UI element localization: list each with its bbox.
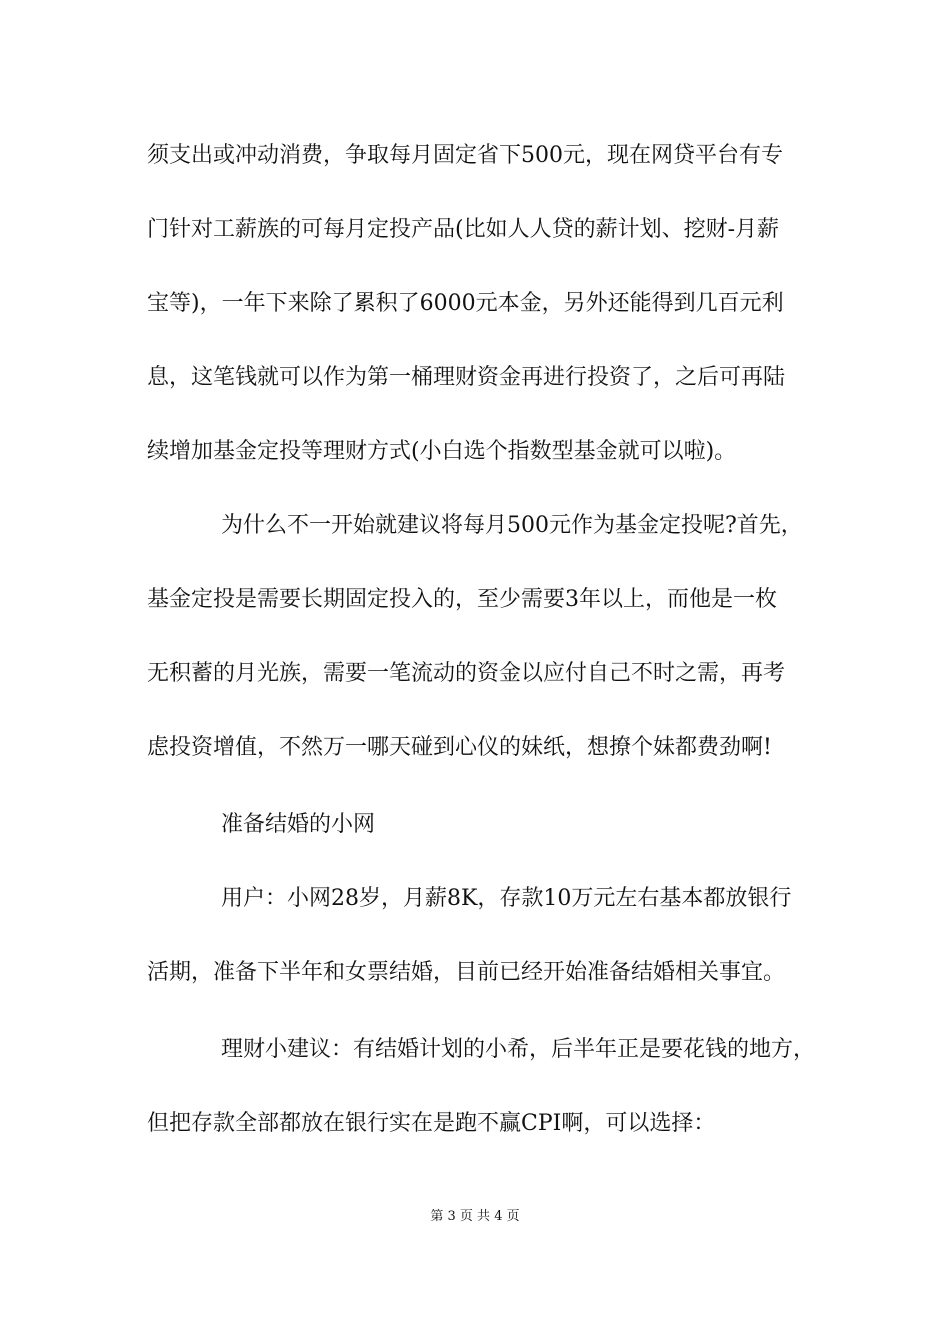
section-heading: 准备结婚的小网 (221, 812, 376, 837)
text-line-2: 门针对工薪族的可每月定投产品(比如人人贷的薪计划、挖财-月薪 (147, 217, 780, 242)
text-line-3: 宝等)，一年下来除了累积了6000元本金，另外还能得到几百元利 (147, 291, 784, 316)
text-line-5: 续增加基金定投等理财方式(小白选个指数型基金就可以啦)。 (147, 439, 737, 464)
text-line-7: 基金定投是需要长期固定投入的，至少需要3年以上，而他是一枚 (147, 587, 777, 612)
text-line-1: 须支出或冲动消费，争取每月固定省下500元，现在网贷平台有专 (147, 143, 783, 168)
page-number: 第 3 页 共 4 页 (430, 1209, 520, 1224)
text-line-8: 无积蓄的月光族，需要一笔流动的资金以应付自己不时之需，再考 (147, 661, 786, 686)
text-line-14: 但把存款全部都放在银行实在是跑不赢CPI啊，可以选择： (147, 1111, 716, 1136)
text-line-9: 虑投资增值，不然万一哪天碰到心仪的妹纸，想撩个妹都费劲啊! (147, 735, 772, 760)
paragraph-start-1: 为什么不一开始就建议将每月500元作为基金定投呢?首先， (221, 513, 803, 538)
paragraph-start-3: 理财小建议：有结婚计划的小希，后半年正是要花钱的地方， (221, 1037, 816, 1062)
paragraph-start-2: 用户：小网28岁，月薪8K，存款10万元左右基本都放银行 (221, 886, 792, 911)
text-line-4: 息，这笔钱就可以作为第一桶理财资金再进行投资了，之后可再陆 (147, 365, 786, 390)
text-line-12: 活期，准备下半年和女票结婚，目前已经开始准备结婚相关事宜。 (147, 960, 786, 985)
